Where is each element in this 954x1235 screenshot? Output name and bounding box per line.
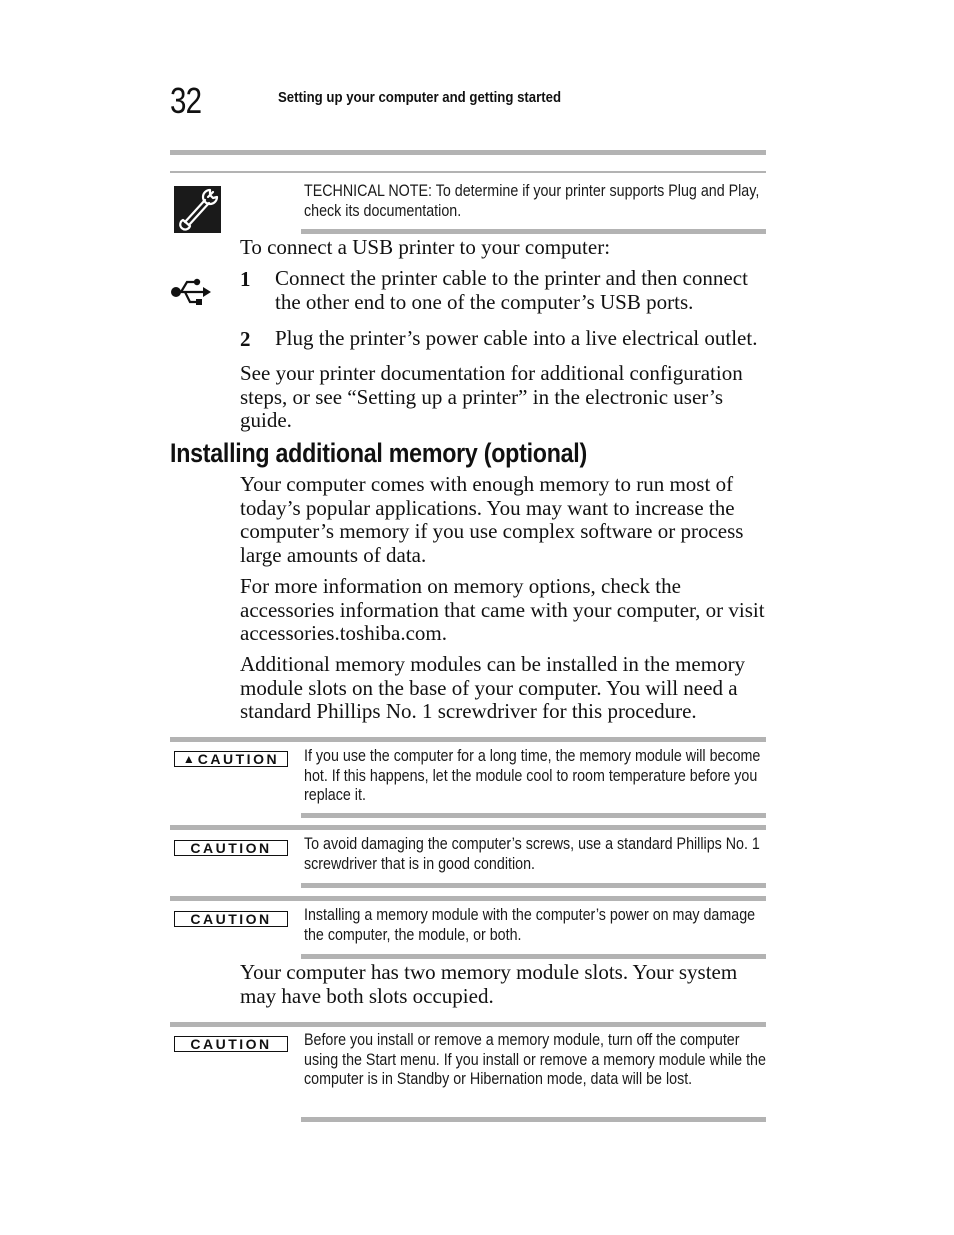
note-top-rule (170, 150, 766, 155)
caution-top-rule (170, 737, 766, 742)
usb-intro: To connect a USB printer to your computer: (240, 235, 611, 259)
caution-text: To avoid damaging the computer’s screws, use a standard Phillips No. 1 screwdriver that is in good condition. (304, 834, 760, 873)
step-text: Plug the printer’s power cable into a live electrical outlet. (275, 326, 758, 350)
usb-icon (170, 275, 212, 309)
caution-label: CAUTION (190, 840, 272, 856)
wrench-icon (174, 186, 221, 233)
caution-label: CAUTION (197, 751, 280, 767)
section-heading: Installing additional memory (optional) (170, 438, 587, 468)
caution-text: Before you install or remove a memory module, turn off the computer using the Start menu. If you install or remove a memory module while the computer is in Standby or Hibernation mode, data will be lost. (304, 1030, 766, 1088)
caution-bottom-rule (301, 1117, 766, 1122)
caution-badge (174, 911, 288, 927)
note-bottom-rule (301, 229, 766, 234)
caution-badge (174, 840, 288, 856)
caution-bottom-rule (301, 954, 766, 959)
caution-badge (174, 1036, 288, 1052)
caution-top-rule (170, 896, 766, 901)
running-head: Setting up your computer and getting started (278, 89, 562, 106)
caution-text: Installing a memory module with the computer’s power on may damage the computer, the module, or both. (304, 905, 756, 944)
memory-paragraph: Your computer comes with enough memory to run most of today’s popular applications. You may want to increase the computer’s memory if you use complex software or process large amounts of data. (240, 472, 744, 567)
page-number: 32 (170, 80, 202, 121)
note-top-rule-thin (170, 171, 766, 173)
warning-icon: ▲ (182, 752, 195, 766)
caution-badge (174, 751, 288, 767)
caution-label: CAUTION (190, 1036, 272, 1052)
caution-text: If you use the computer for a long time, the memory module will become hot. If this happens, let the module cool to room temperature before you replace it. (304, 746, 761, 804)
slots-paragraph: Your computer has two memory module slots. Your system may have both slots occupied. (240, 960, 738, 1008)
caution-top-rule (170, 825, 766, 830)
technical-note-text: TECHNICAL NOTE: To determine if your printer supports Plug and Play, check its documentation. (304, 181, 760, 220)
caution-label: CAUTION (190, 911, 272, 927)
caution-bottom-rule (301, 813, 766, 818)
step-number: 2 (240, 327, 251, 351)
usb-followup: See your printer documentation for additional configuration steps, or see “Setting up a printer” in the electronic user’s guide. (240, 361, 743, 432)
memory-paragraph: Additional memory modules can be installed in the memory module slots on the base of your computer. You will need a standard Phillips No. 1 screwdriver for this procedure. (240, 652, 746, 723)
step-text: Connect the printer cable to the printer and then connect the other end to one of the computer’s USB ports. (275, 266, 748, 314)
step-number: 1 (240, 267, 251, 291)
caution-bottom-rule (301, 883, 766, 888)
caution-top-rule (170, 1022, 766, 1027)
memory-paragraph: For more information on memory options, check the accessories information that came with your computer, or visit accessories.toshiba.com. (240, 574, 765, 645)
